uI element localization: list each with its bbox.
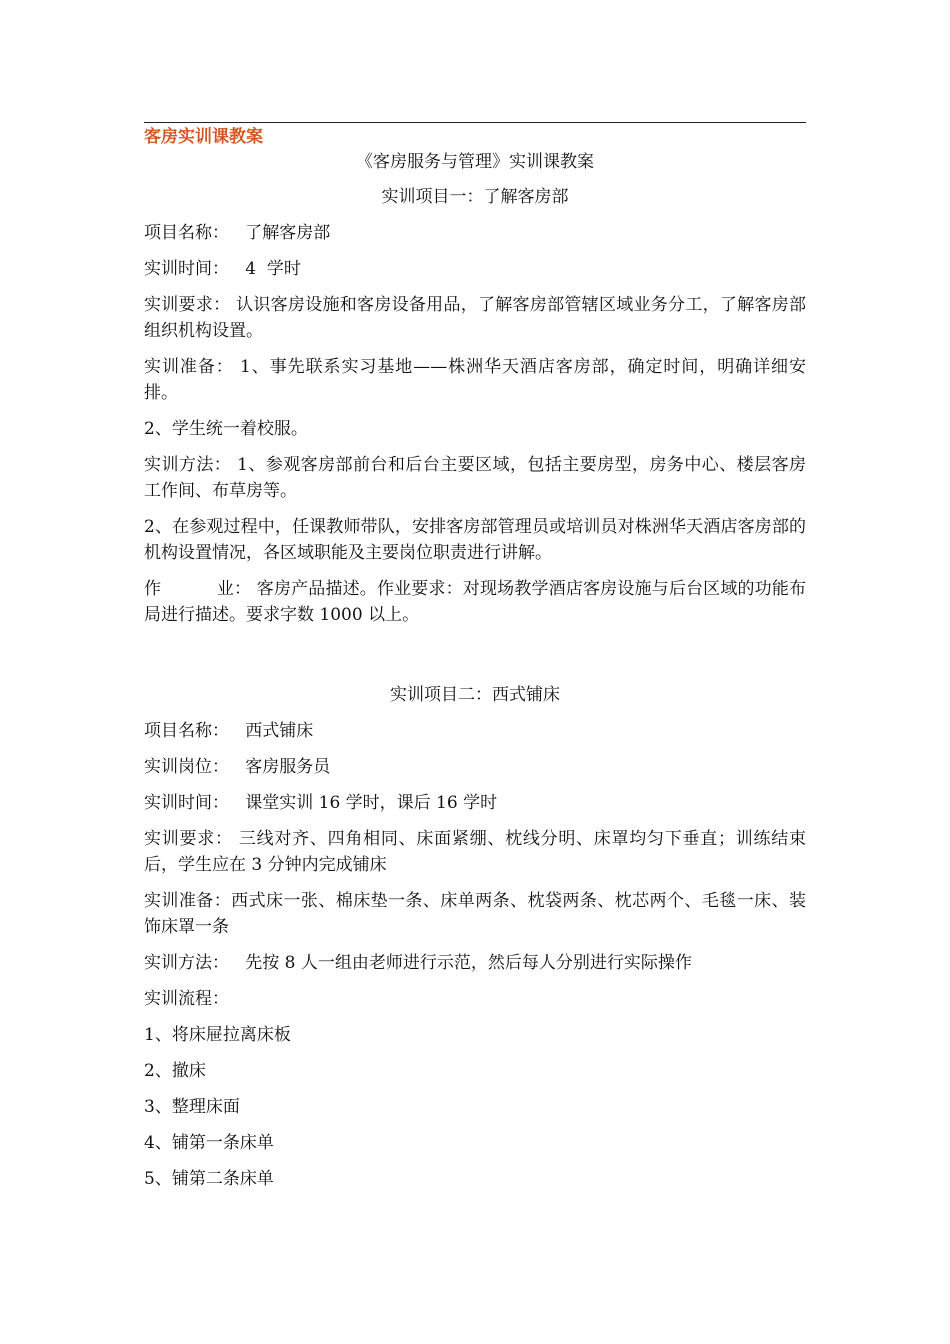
project1-homework xyxy=(144,576,806,628)
field-value: 西式铺床 xyxy=(245,721,314,741)
project2-name xyxy=(144,718,806,744)
document-body xyxy=(144,148,806,1192)
list-item: 4、铺第一条床单 xyxy=(144,1133,274,1153)
field-label: 实训要求： xyxy=(144,829,233,849)
field-value: 1、事先联系实习基地——株洲华天酒店客房部，确定时间，明确详细安排。 xyxy=(144,357,806,403)
field-label: 实训方法： xyxy=(144,455,232,475)
field-value: 4 学时 xyxy=(245,259,301,279)
project1-heading: 实训项目一：了解客房部 xyxy=(381,187,569,207)
field-label: 实训准备： xyxy=(144,891,232,911)
header-rule xyxy=(144,122,806,123)
project1-prep-item2: 2、学生统一着校服。 xyxy=(144,419,308,439)
list-item: 2、撤床 xyxy=(144,1061,206,1081)
list-item: 3、整理床面 xyxy=(144,1097,240,1117)
document-title: 《客房服务与管理》实训课教案 xyxy=(356,152,594,172)
project2-post xyxy=(144,754,806,780)
field-value: 先按 8 人一组由老师进行示范，然后每人分别进行实际操作 xyxy=(245,953,692,973)
field-value: 了解客房部 xyxy=(245,223,331,243)
project1-method xyxy=(144,452,806,504)
field-value: 三线对齐、四角相同、床面紧绷、枕线分明、床罩均匀下垂直；训练结束后，学生应在 3 分钟内完成铺床 xyxy=(144,829,807,875)
header-title: 客房实训课教案 xyxy=(144,127,263,147)
field-value: 西式床一张、棉床垫一条、床单两条、枕袋两条、枕芯两个、毛毯一床、装饰床罩一条 xyxy=(144,891,807,937)
project2-requirements xyxy=(144,826,806,878)
field-value: 客房服务员 xyxy=(245,757,331,777)
field-value: 1、参观客房部前台和后台主要区域，包括主要房型，房务中心、楼层客房工作间、布草房等。 xyxy=(144,455,807,501)
field-value: 课堂实训 16 学时，课后 16 学时 xyxy=(245,793,498,813)
field-label: 实训要求： xyxy=(144,295,231,315)
project1-method-item2: 2、在参观过程中，任课教师带队，安排客房部管理员或培训员对株洲华天酒店客房部的机构设置情况，各区域职能及主要岗位职责进行讲解。 xyxy=(144,517,806,563)
project1-time xyxy=(144,256,806,282)
field-label: 实训准备： xyxy=(144,357,234,377)
field-label: 实训岗位： xyxy=(144,757,229,777)
field-label: 实训方法： xyxy=(144,953,229,973)
field-label: 实训时间： xyxy=(144,259,229,279)
field-label: 项目名称： xyxy=(144,223,229,243)
field-value: 认识客房设施和客房设备用品，了解客房部管辖区域业务分工，了解客房部组织机构设置。 xyxy=(144,295,807,341)
project2-heading: 实训项目二：西式铺床 xyxy=(390,685,560,705)
project1-preparation xyxy=(144,354,806,406)
project2-time xyxy=(144,790,806,816)
list-item: 5、铺第二条床单 xyxy=(144,1169,274,1189)
field-label: 实训时间： xyxy=(144,793,229,813)
project2-preparation xyxy=(144,888,806,940)
list-item: 1、将床屉拉离床板 xyxy=(144,1025,291,1045)
project1-name xyxy=(144,220,806,246)
field-value: 客房产品描述。作业要求：对现场教学酒店客房设施与后台区域的功能布局进行描述。要求字数 1000 以上。 xyxy=(144,579,806,625)
field-label: 项目名称： xyxy=(144,721,229,741)
project1-requirements xyxy=(144,292,806,344)
project2-flow-label: 实训流程： xyxy=(144,989,229,1009)
project2-method xyxy=(144,950,806,976)
field-label: 作 业： xyxy=(144,579,252,599)
